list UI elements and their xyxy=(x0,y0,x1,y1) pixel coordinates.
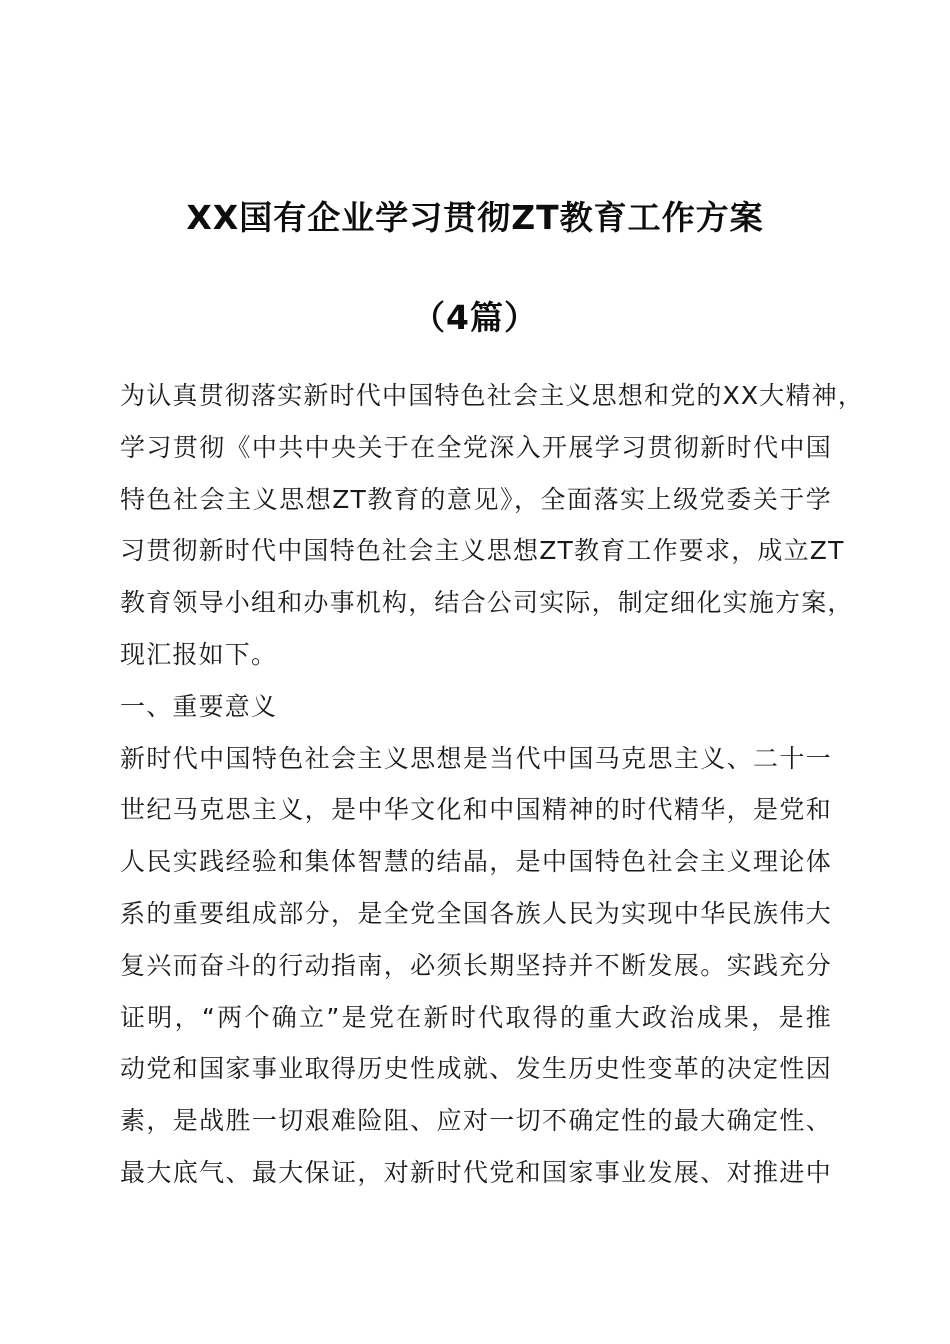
section-line: 系的重要组成部分，是全党全国各族人民为实现中华民族伟大 xyxy=(120,898,832,928)
section-line: 人民实践经验和集体智慧的结晶，是中国特色社会主义理论体 xyxy=(120,847,832,877)
section-line: 证明，“两个确立”是党在新时代取得的重大政治成果，是推 xyxy=(120,1002,832,1032)
section-heading: 一、重要意义 xyxy=(120,691,278,721)
intro-line: 习贯彻新时代中国特色社会主义思想ZT教育工作要求，成立ZT xyxy=(120,536,845,566)
intro-line: 为认真贯彻落实新时代中国特色社会主义思想和党的XX大精神， xyxy=(120,381,865,410)
intro-line: 特色社会主义思想ZT教育的意见》，全面落实上级党委关于学 xyxy=(120,484,832,514)
section-line: 动党和国家事业取得历史性成就、发生历史性变革的决定性因 xyxy=(120,1054,832,1084)
document-subtitle: （4篇） xyxy=(412,298,538,337)
section-line: 复兴而奋斗的行动指南，必须长期坚持并不断发展。实践充分 xyxy=(120,950,832,980)
section-line: 最大底气、最大保证，对新时代党和国家事业发展、对推进中 xyxy=(120,1157,832,1187)
section-line: 世纪马克思主义，是中华文化和中国精神的时代精华，是党和 xyxy=(120,795,832,825)
intro-line: 教育领导小组和办事机构，结合公司实际，制定细化实施方案， xyxy=(120,588,854,618)
document-title: XX国有企业学习贯彻ZT教育工作方案 xyxy=(186,198,764,237)
intro-line: 现汇报如下。 xyxy=(120,639,278,669)
section-line: 素，是战胜一切艰难险阻、应对一切不确定性的最大确定性、 xyxy=(120,1106,832,1136)
section-line: 新时代中国特色社会主义思想是当代中国马克思主义、二十一 xyxy=(120,743,832,773)
document-body xyxy=(120,370,865,1199)
intro-line: 学习贯彻《中共中央关于在全党深入开展学习贯彻新时代中国 xyxy=(120,432,832,462)
